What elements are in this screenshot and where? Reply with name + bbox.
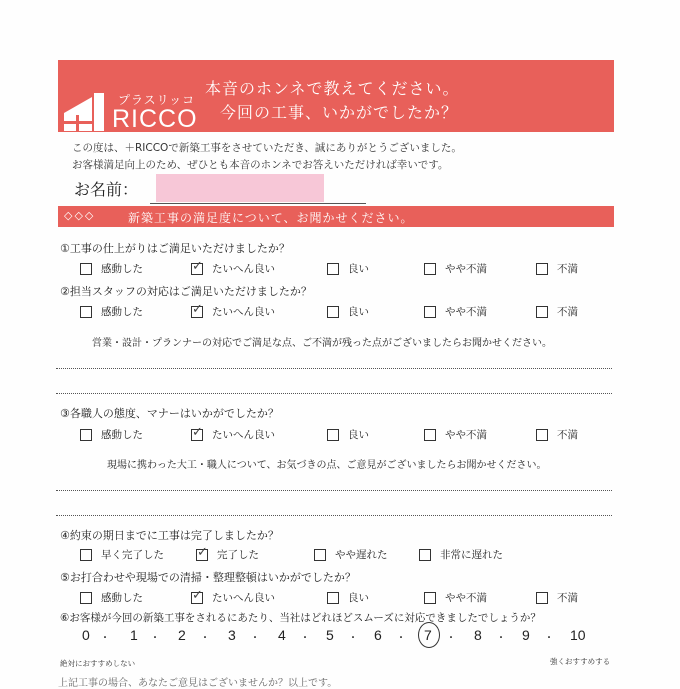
q2-note: 営業・設計・プランナーの対応でご満足な点、ご不満が残った点がございましたらお聞かせください。 [92,338,552,349]
q1-option-2[interactable]: ✓ たいへん良い [192,258,275,275]
scale-separator: ・ [544,633,554,644]
scale-3[interactable]: 3 [228,627,236,643]
q1-option-1[interactable]: 感動した [80,261,143,276]
question-5: ⑤お打合わせや現場での清掃・整理整頓はいかがでしたか？ [60,571,356,584]
scale-low-label: 絶対におすすめしない [60,659,136,668]
q5-option-5[interactable]: 不満 [536,590,578,605]
q4-option-1[interactable]: 早く完了した [80,547,164,562]
checkbox[interactable] [191,258,203,275]
question-1: ①工事の仕上がりはご満足いただけましたか？ [60,242,290,255]
scale-separator: ・ [250,633,260,644]
scale-separator: ・ [348,633,358,644]
checkbox[interactable] [196,544,208,561]
q5-option-1[interactable]: 感動した [80,590,143,605]
scale-1[interactable]: 1 [130,627,138,643]
q4-option-2[interactable]: ✓ 完了した [197,544,259,561]
checkbox[interactable] [191,587,203,604]
answer-line[interactable] [56,368,612,369]
answer-line[interactable] [56,490,612,491]
checkbox[interactable] [327,592,339,604]
q2-option-1[interactable]: 感動した [80,304,143,319]
question-2: ②担当スタッフの対応はご満足いただけましたか？ [60,285,312,298]
answer-line[interactable] [56,515,612,516]
cut-off-line: 上記工事の場合、あなたご意見はございませんか？以上です。 [58,678,338,689]
checkbox[interactable] [80,263,92,275]
checkbox[interactable] [424,429,436,441]
q3-note: 現場に携わった大工・職人について、お気づきの点、ご意見がございましたらお聞かせください。 [107,460,547,471]
scale-separator: ・ [150,633,160,644]
check-mark-icon: ✓ [192,587,203,603]
logo-katakana: プラスリッコ [118,93,196,107]
scale-separator: ・ [300,633,310,644]
check-mark-icon: ✓ [192,258,203,274]
q2-option-4[interactable]: やや不満 [424,304,487,319]
checkbox[interactable] [314,549,326,561]
scale-6[interactable]: 6 [374,627,382,643]
q3-option-4[interactable]: やや不満 [424,427,487,442]
q2-option-3[interactable]: 良い [327,304,369,319]
rating-scale [0,627,680,647]
ricco-logo-icon [64,93,108,131]
section-title: 新築工事の満足度について、お聞かせください。 [128,211,414,225]
checkbox[interactable] [80,429,92,441]
checkbox[interactable] [536,306,548,318]
q5-option-3[interactable]: 良い [327,590,369,605]
q4-option-4[interactable]: 非常に遅れた [419,547,503,562]
scale-2[interactable]: 2 [178,627,186,643]
checkbox[interactable] [80,592,92,604]
q1-option-4[interactable]: やや不満 [424,261,487,276]
name-redaction [156,174,324,202]
scale-4[interactable]: 4 [278,627,286,643]
selected-score-circle [418,622,440,648]
section-deco: ◇◇◇ [64,209,96,222]
q5-option-4[interactable]: やや不満 [424,590,487,605]
q1-option-5[interactable]: 不満 [536,261,578,276]
checkbox[interactable] [327,429,339,441]
headline-line-1: 本音のホンネで教えてください。 [205,79,460,98]
intro-line-2: お客様満足向上のため、ぜひとも本音のホンネでお答えいただければ幸いです。 [72,159,449,171]
scale-9[interactable]: 9 [522,627,530,643]
q3-option-2[interactable]: ✓ たいへん良い [192,424,275,441]
scale-separator: ・ [446,633,456,644]
scale-separator: ・ [396,633,406,644]
logo-wordmark: RICCO [112,105,198,133]
question-6: ⑥お客様が今回の新築工事をされるにあたり、当社はどれほどスムーズに対応できましたでしょうか？ [60,612,541,624]
intro-line-1: この度は、＋RICCOで新築工事をさせていただき、誠にありがとうございました。 [72,142,462,154]
scale-separator: ・ [200,633,210,644]
q4-option-3[interactable]: やや遅れた [314,547,388,562]
q5-option-2[interactable]: ✓ たいへん良い [192,587,275,604]
check-mark-icon: ✓ [192,424,203,440]
q1-option-3[interactable]: 良い [327,261,369,276]
checkbox[interactable] [80,306,92,318]
scale-high-label: 強くおすすめする [550,657,611,666]
scale-8[interactable]: 8 [474,627,482,643]
checkbox[interactable] [80,549,92,561]
checkbox[interactable] [191,301,203,318]
scale-separator: ・ [496,633,506,644]
section-band [58,206,614,227]
checkbox[interactable] [536,263,548,275]
question-4: ④約束の期日までに工事は完了しましたか？ [60,529,279,542]
scale-0[interactable]: 0 [82,627,90,643]
checkbox[interactable] [424,592,436,604]
checkbox[interactable] [424,306,436,318]
headline-line-2: 今回の工事、いかがでしたか？ [220,103,459,122]
check-mark-icon: ✓ [192,301,203,317]
scale-separator: ・ [100,633,110,644]
checkbox[interactable] [424,263,436,275]
q2-option-5[interactable]: 不満 [536,304,578,319]
q3-option-1[interactable]: 感動した [80,427,143,442]
scale-10[interactable]: 10 [570,627,586,643]
q3-option-5[interactable]: 不満 [536,427,578,442]
scale-7[interactable]: 7 [424,627,432,643]
q3-option-3[interactable]: 良い [327,427,369,442]
checkbox[interactable] [536,592,548,604]
question-3: ③各職人の態度、マナーはいかがでしたか？ [60,407,279,420]
scale-5[interactable]: 5 [326,627,334,643]
answer-line[interactable] [56,393,612,394]
checkbox[interactable] [191,424,203,441]
check-mark-icon: ✓ [197,544,208,560]
checkbox[interactable] [327,263,339,275]
name-field-line[interactable] [150,203,366,204]
q2-option-2[interactable]: ✓ たいへん良い [192,301,275,318]
name-label: お名前： [74,180,139,199]
checkbox[interactable] [419,549,431,561]
checkbox[interactable] [327,306,339,318]
checkbox[interactable] [536,429,548,441]
